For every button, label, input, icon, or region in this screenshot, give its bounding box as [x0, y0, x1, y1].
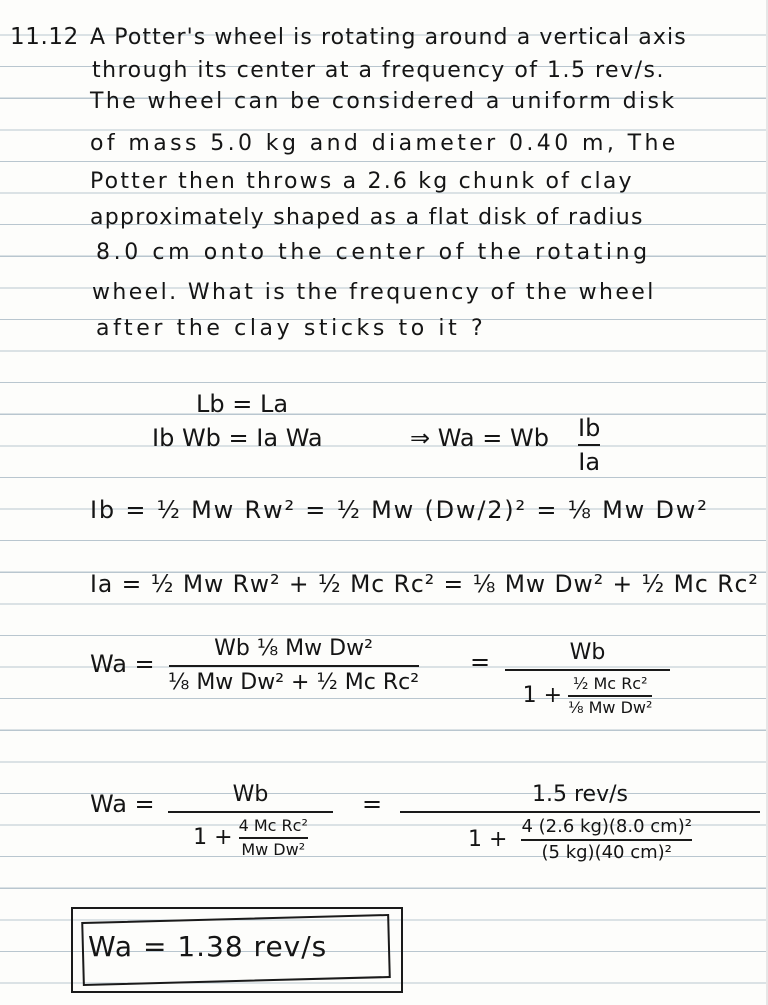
fraction-denominator: (5 kg)(40 cm)²	[541, 842, 672, 863]
wa-step1-fraction	[168, 636, 419, 696]
fraction-bar	[168, 811, 333, 813]
fraction-denominator	[523, 674, 653, 718]
fraction-bar	[169, 665, 419, 667]
fraction-numerator: ½ Mc Rc²	[572, 674, 648, 693]
ib-equation: Ib = ½ Mw Rw² = ½ Mw (Dw/2)² = ⅛ Mw Dw²	[90, 496, 709, 524]
problem-line: Potter then throws a 2.6 kg chunk of clay	[90, 169, 634, 194]
nested-fraction	[568, 674, 652, 718]
wa-lhs: Wa =	[90, 650, 155, 678]
problem-line: 8.0 cm onto the center of the rotating	[96, 240, 651, 265]
denominator-lead: 1 +	[522, 683, 563, 708]
fraction-bar	[505, 669, 670, 671]
problem-line: A Potter's wheel is rotating around a vertical axis	[90, 25, 687, 50]
fraction-numerator: 4 Mc Rc²	[238, 816, 308, 835]
nested-fraction	[239, 816, 308, 860]
fraction-numerator: 4 (2.6 kg)(8.0 cm)²	[521, 816, 692, 837]
implies-equation: ⇒ Wa = Wb	[410, 424, 549, 452]
fraction-denominator	[468, 816, 692, 864]
fraction-denominator: Ia	[578, 448, 601, 476]
ia-equation: Ia = ½ Mw Rw² + ½ Mc Rc² = ⅛ Mw Dw² + ½ Mc Rc²	[90, 570, 759, 598]
ratio-fraction	[578, 415, 600, 475]
problem-line: The wheel can be considered a uniform disk	[90, 89, 677, 114]
fraction-numerator: Ib	[578, 414, 601, 442]
fraction-bar	[239, 837, 308, 839]
problem-line: wheel. What is the frequency of the wheel	[92, 280, 656, 305]
fraction-bar	[578, 444, 600, 446]
fraction-numerator: Wb	[232, 782, 269, 807]
final-answer: Wa = 1.38 rev/s	[88, 930, 328, 963]
nested-fraction	[521, 816, 691, 864]
problem-line: through its center at a frequency of 1.5 rev/s.	[92, 58, 665, 83]
wa-step2-fraction	[168, 782, 333, 860]
fraction-denominator: ⅛ Mw Dw² + ½ Mc Rc²	[168, 670, 420, 695]
fraction-denominator: Mw Dw²	[241, 840, 306, 859]
fraction-denominator: ⅛ Mw Dw²	[568, 698, 653, 717]
wa-step1-rhs-fraction	[505, 640, 670, 718]
denominator-lead: 1 +	[193, 825, 233, 850]
problem-line: of mass 5.0 kg and diameter 0.40 m, The	[90, 131, 679, 156]
problem-line: approximately shaped as a flat disk of radius	[90, 205, 644, 230]
fraction-bar	[521, 839, 691, 841]
wa-step2-rhs-fraction	[400, 782, 760, 864]
wa-lhs: Wa =	[90, 790, 155, 818]
denominator-lead: 1 +	[468, 827, 508, 852]
fraction-bar	[400, 811, 760, 813]
fraction-numerator: 1.5 rev/s	[532, 782, 628, 807]
fraction-numerator: Wb	[569, 640, 606, 665]
fraction-numerator: Wb ⅛ Mw Dw²	[214, 636, 373, 661]
momentum-equation: Ib Wb = Ia Wa	[152, 424, 323, 452]
equals-sign: =	[470, 648, 491, 676]
equals-sign: =	[362, 790, 383, 818]
fraction-denominator	[193, 816, 308, 860]
conservation-equation: Lb = La	[196, 390, 289, 418]
problem-line: after the clay sticks to it ?	[96, 316, 487, 341]
problem-number: 11.12	[10, 24, 79, 50]
fraction-bar	[568, 695, 652, 697]
